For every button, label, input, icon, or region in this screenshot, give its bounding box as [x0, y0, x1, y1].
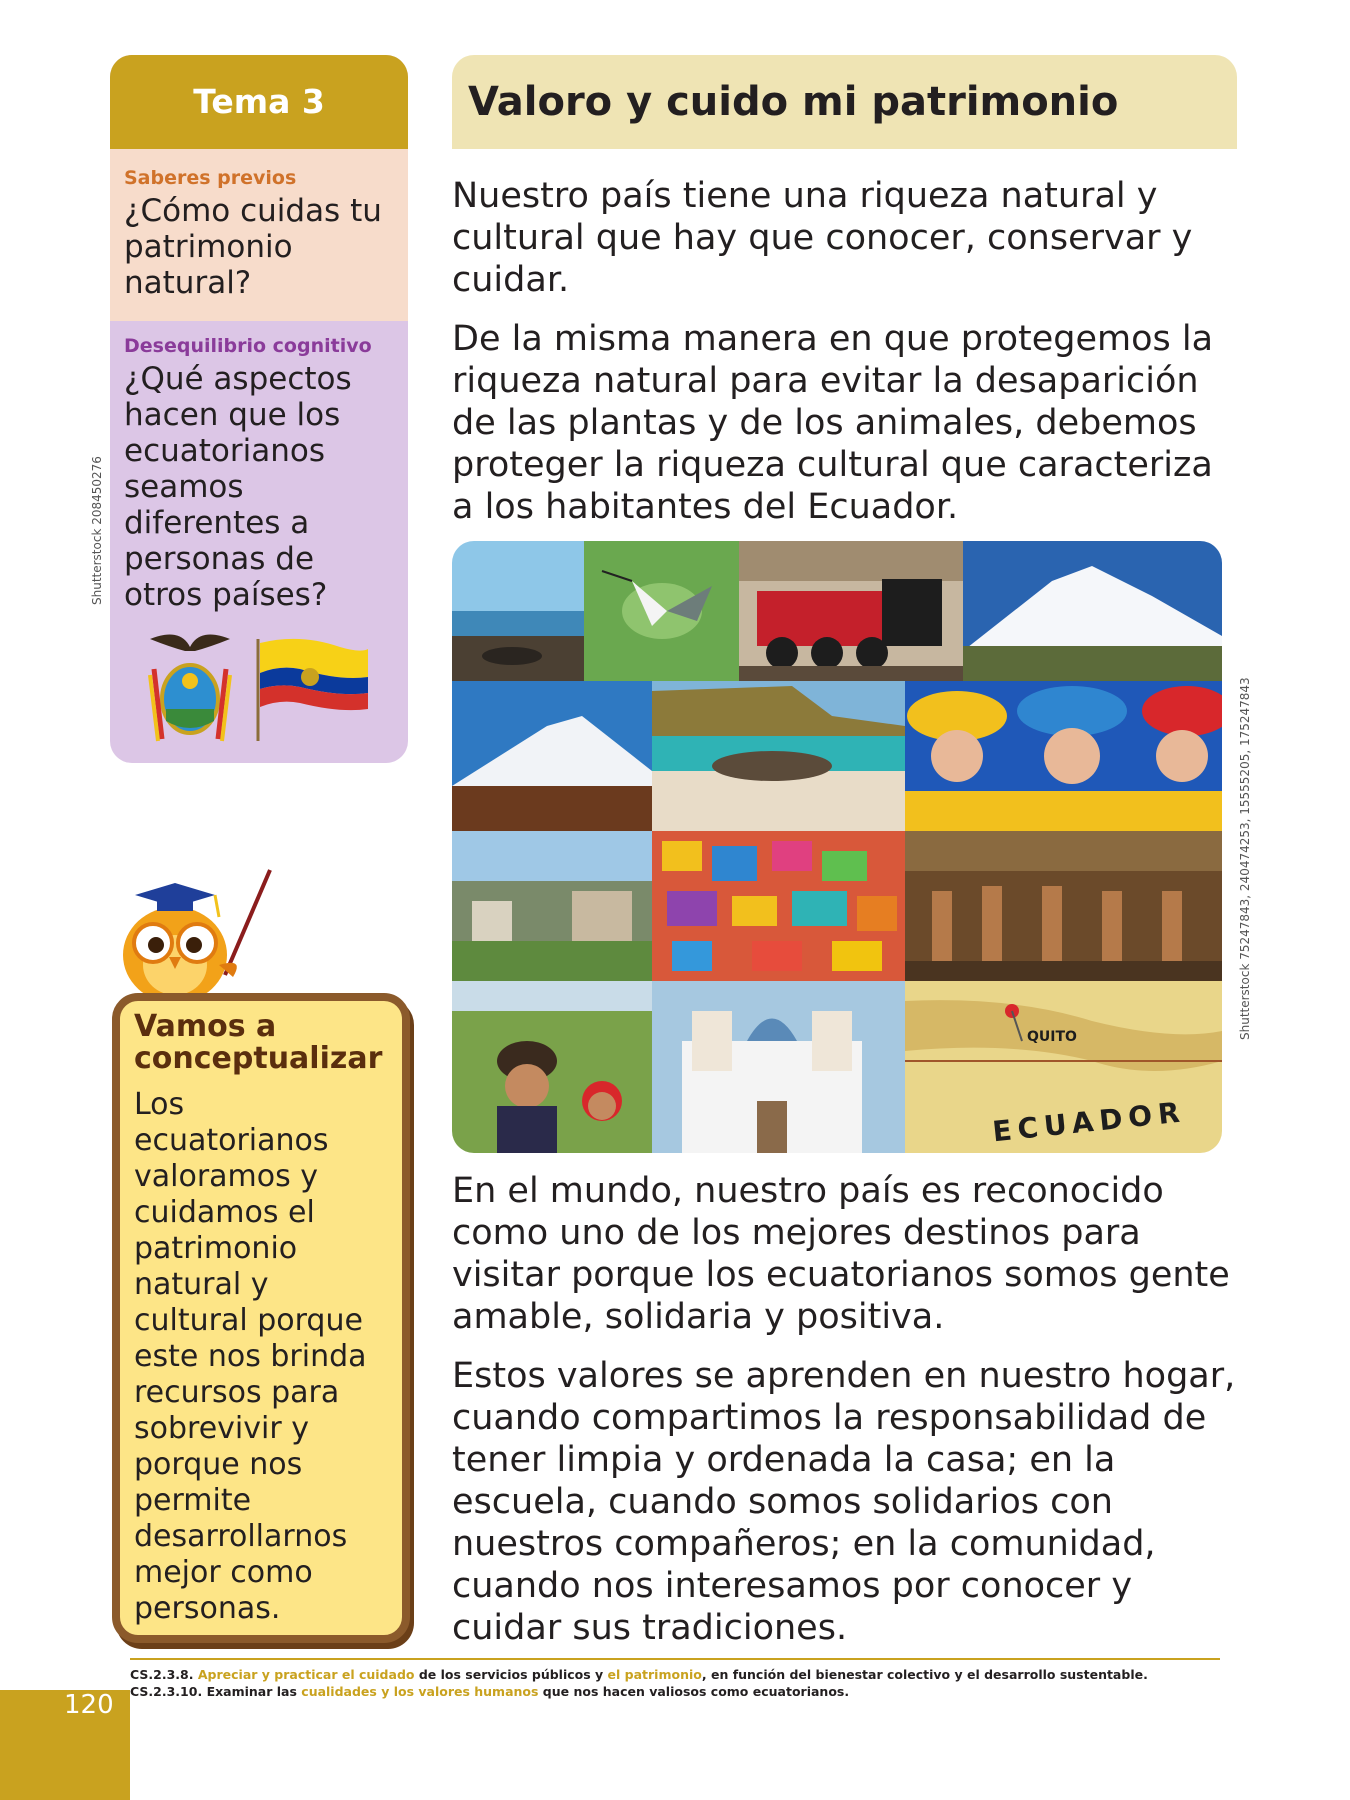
paragraph-1: Nuestro país tiene una riqueza natural y cultural que hay que conocer, conservar y cuidar. — [452, 176, 1193, 300]
page-number-tab — [0, 1690, 130, 1800]
galapagos-coast-photo — [452, 541, 584, 681]
standard-1-highlight-1: Apreciar y practicar el cuidado — [197, 1667, 415, 1682]
standard-2-text-1: Examinar las — [206, 1684, 297, 1699]
photo-credit-right: Shutterstock 75247843, 240474253, 15555205, 175247843 — [1238, 677, 1252, 1040]
map-label-quito: QUITO — [1027, 1029, 1077, 1045]
paragraph-4: Estos valores se aprenden en nuestro hogar, cuando compartimos la responsabilidad de tener limpia y ordenada la casa; en la escuela, cuando somos solidarios con nuestros compañeros; en la comunidad, cuando nos interesamos por conocer y cuidar sus tradiciones. — [452, 1356, 1236, 1648]
standard-2-text-2: que nos hacen valiosos como ecuatorianos. — [542, 1684, 850, 1699]
ecuador-flag-icon — [258, 639, 368, 741]
church-photo — [652, 981, 905, 1153]
cognitive-imbalance-question: ¿Qué aspectos hacen que los ecuatorianos seamos diferentes a personas de otros países? — [124, 361, 352, 613]
ecuador-photo-collage — [452, 541, 1222, 1153]
page-number: 120 — [64, 1690, 114, 1720]
prior-knowledge-question: ¿Cómo cuidas tu patrimonio natural? — [124, 193, 382, 301]
red-train-photo — [739, 541, 963, 681]
lesson-title: Valoro y cuido mi patrimonio — [452, 55, 1237, 149]
cognitive-imbalance-heading: Desequilibrio cognitivo — [124, 335, 372, 357]
prior-knowledge-heading: Saberes previos — [124, 167, 297, 189]
owl-mascot-icon — [115, 865, 285, 1005]
topic-sidebar — [110, 55, 408, 763]
concept-box — [112, 993, 410, 1643]
standards-divider — [130, 1658, 1220, 1660]
cotopaxi-volcano-photo — [452, 681, 652, 831]
standard-2-highlight: cualidades y los valores humanos — [301, 1684, 539, 1699]
concept-text: Los ecuatorianos valoramos y cuidamos el patrimonio natural y cultural porque este nos brinda recursos para sobrevivir y porque nos permite desarrollarnos mejor como personas. — [134, 1087, 367, 1626]
cognitive-imbalance-box — [110, 321, 408, 613]
photo-credit-left: Shutterstock 208450276 — [90, 456, 104, 605]
coat-of-arms-icon — [150, 635, 230, 742]
colorful-houses-photo — [652, 831, 905, 981]
children-highlands-photo — [452, 981, 652, 1153]
national-emblems-image — [140, 629, 370, 749]
concept-title: Vamos a conceptualizar — [134, 1009, 383, 1076]
quito-city-photo — [452, 831, 652, 981]
beach-rocks-photo — [652, 681, 905, 831]
chimborazo-volcano-photo — [963, 541, 1222, 681]
standard-2-code: CS.2.3.10. — [130, 1684, 203, 1699]
standard-1-text-2: , en función del bienestar colectivo y el desarrollo sustentable. — [701, 1667, 1148, 1682]
map-label-ecuador: ECUADOR — [990, 1095, 1188, 1149]
standard-1-code: CS.2.3.8. — [130, 1667, 194, 1682]
paragraph-3: En el mundo, nuestro país es reconocido como uno de los mejores destinos para visitar porque los ecuatorianos somos gente amable, solidaria y positiva. — [452, 1171, 1230, 1337]
prior-knowledge-box — [110, 149, 408, 321]
topic-number: Tema 3 — [110, 55, 408, 149]
indigenous-dance-photo — [905, 831, 1222, 981]
hummingbird-photo — [584, 541, 739, 681]
ecuador-map-photo — [905, 981, 1222, 1153]
festival-women-photo — [905, 681, 1222, 831]
standard-1-text-1: de los servicios públicos y — [418, 1667, 604, 1682]
standard-1-highlight-2: el patrimonio — [607, 1667, 702, 1682]
paragraph-2: De la misma manera en que protegemos la riqueza natural para evitar la desaparición de las plantas y de los animales, debemos proteger la riqueza cultural que caracteriza a los habitantes del Ecuador. — [452, 319, 1214, 527]
curriculum-standards — [130, 1666, 1220, 1700]
